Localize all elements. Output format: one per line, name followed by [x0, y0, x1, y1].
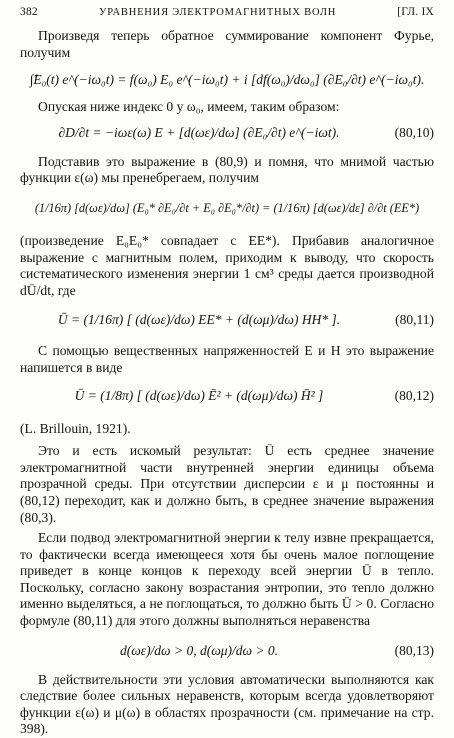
- equation-number-80-11: (80,11): [395, 312, 434, 328]
- paragraph-2: Опуская ниже индекс 0 у ω₀, имеем, таким образом:: [38, 99, 340, 115]
- paragraph-1: Произведя теперь обратное суммирование компонент Фурье, получим: [20, 28, 434, 60]
- paragraph-3: Подставив это выражение в (80,9) и помня, что мнимой частью функции ε(ω) мы пренебрегаем, получим: [20, 153, 434, 186]
- equation-80-11: [20, 303, 434, 337]
- paragraph-4: (произведение E₀E₀* совпадает с EE*). Прибавив аналогичное выражение с магнитным полем, приходим к выводу, что скорость систематического изменения энергии 1 см³ среды дается производной dŪ/dt, где: [20, 232, 434, 298]
- equation-80-13-body: d(ωε)/dω > 0, d(ωμ)/dω > 0.: [119, 642, 279, 658]
- paragraph-5: С помощью вещественных напряженностей E и H это выражение напишется в виде: [20, 343, 434, 375]
- equation-80-13: [20, 636, 434, 666]
- equation-number-80-10: (80,10): [394, 124, 434, 140]
- equation-number-80-13: (80,13): [394, 642, 434, 658]
- page-number: 382: [20, 6, 38, 18]
- equation-80-10: [20, 118, 434, 148]
- equation-80-12: [20, 379, 434, 413]
- paragraph-8: В действительности эти условия автоматически выполняются как следствие более сильных неравенств, которым всегда удовлетворяют функции ε(ω) и μ(ω) в областях прозрачности (см. примечание на стр. 398).: [20, 671, 434, 737]
- equation-80-11-body: Ū = (1/16π) [ (d(ωε)/dω) EE* + (d(ωμ)/dω) HH* ].: [57, 312, 341, 328]
- equation-fourier-body: ∫̂E₀(t) e^(−iω₀t) = f(ω₀) E₀ e^(−iω₀t) + i [df(ω₀)/dω₀] (∂E₀/∂t) e^(−iω₀t).: [29, 72, 425, 88]
- equation-substitution-body: (1/16π) [d(ωε)/dω] (E₀* ∂E₀/∂t + E₀ ∂E₀*/∂t) = (1/16π) [d(ωε)/dε] ∂/∂t (EE*): [34, 201, 420, 216]
- running-title: УРАВНЕНИЯ ЭЛЕКТРОМАГНИТНЫХ ВОЛН: [98, 7, 337, 18]
- citation: (L. Brillouin, 1921).: [20, 420, 131, 436]
- running-header: [20, 6, 434, 28]
- chapter-label: [ГЛ. IX: [397, 6, 434, 18]
- paragraph-7: Если подвод электромагнитной энергии к телу извне прекращается, то фактически всегда имеющееся хотя бы очень малое поглощение приведет в конце концов к переходу всей энергии Ū в тепло. Поскольку, согласно закону возрастания энтропии, это тепло должно именно выделяться, а не поглощаться, то должно быть Ū > 0. Согласно формуле (80,11) для этого должны выполняться неравенства: [20, 530, 434, 629]
- equation-80-10-body: ∂D/∂t = −iωε(ω) E + [d(ωε)/dω] (∂E₀/∂t) e^(−iωt).: [58, 124, 340, 140]
- equation-number-80-12: (80,12): [394, 387, 434, 403]
- equation-fourier: [20, 65, 434, 95]
- paragraph-6: Это и есть искомый результат: Ū есть среднее значение электромагнитной части внутренней энергии единицы объема прозрачной среды. При отсутствии дисперсии ε и μ постоянны и (80,12) переходит, как и должно быть, в среднее значение выражения (80,3).: [20, 443, 434, 525]
- equation-substitution: [20, 189, 434, 229]
- equation-80-12-body: Ū = (1/8π) [ (d(ωε)/dω) Ē² + (d(ωμ)/dω) H̄² ]: [74, 387, 324, 403]
